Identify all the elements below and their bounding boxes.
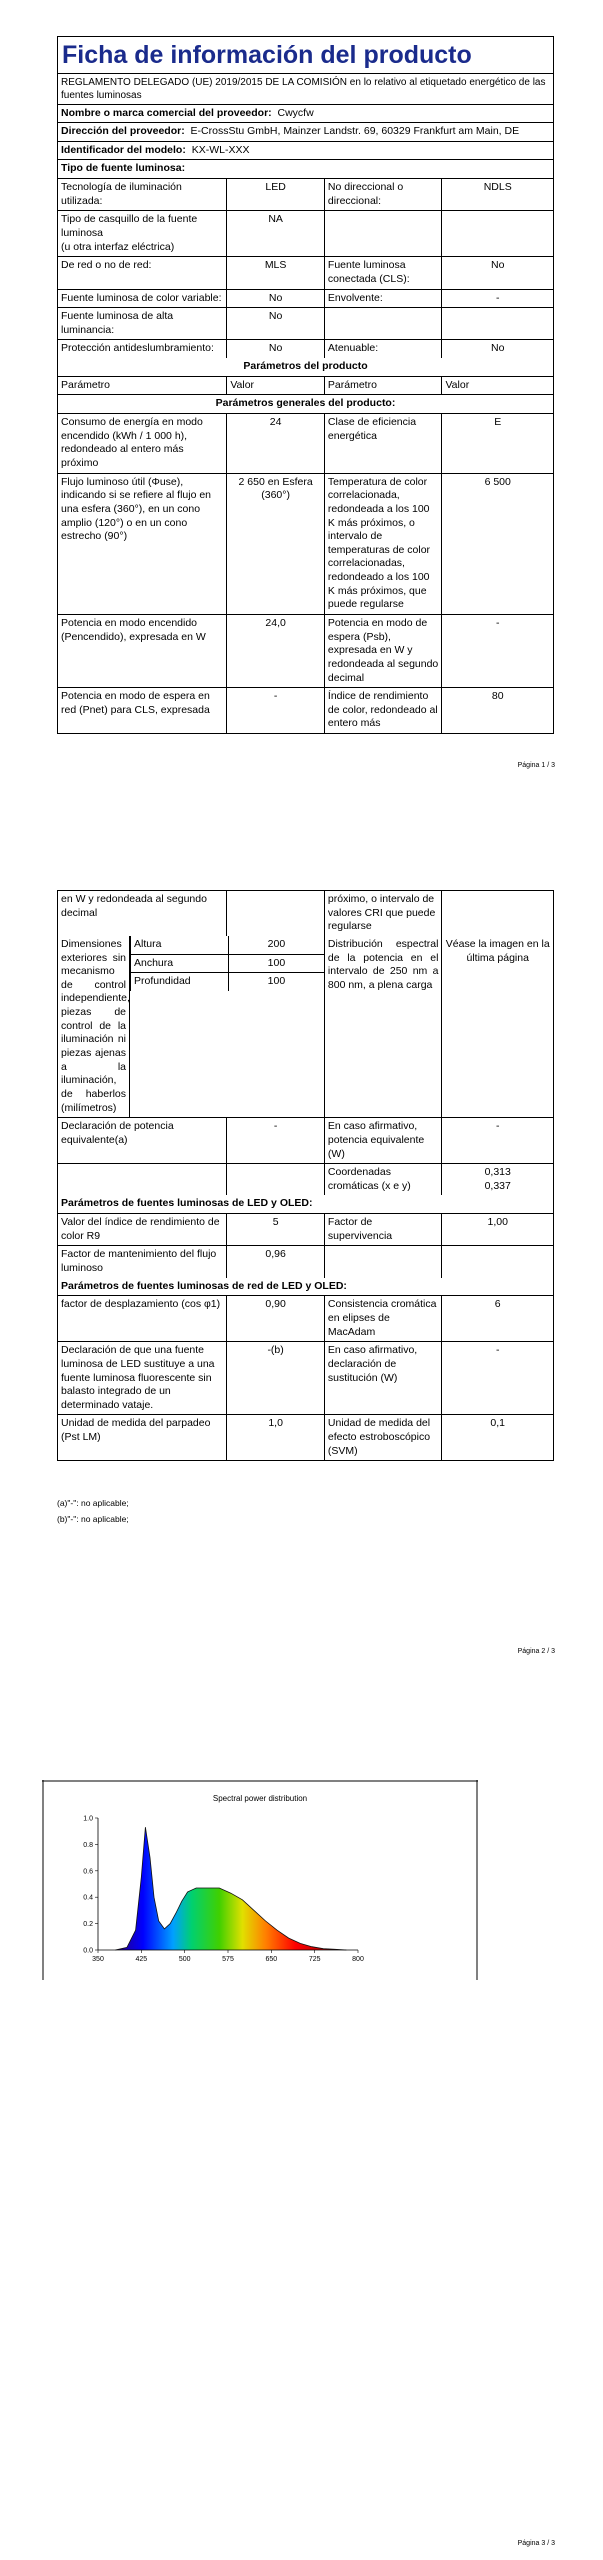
table-cell: Unidad de medida del efecto estroboscópico (SVM) <box>325 1415 443 1460</box>
x-tick-label: 350 <box>92 1956 104 1963</box>
table-row <box>58 1246 553 1277</box>
y-tick-label: 0.8 <box>83 1841 93 1849</box>
table-cell: Fuente luminosa de color variable: <box>58 290 227 308</box>
param-header-1: Parámetro <box>58 377 227 395</box>
supplier-name-label: Nombre o marca comercial del proveedor: <box>61 106 272 119</box>
y-tick-label: 0.6 <box>83 1868 93 1876</box>
table-cell: 0,96 <box>227 1246 325 1277</box>
table-cell: 0,90 <box>227 1296 325 1341</box>
spectral-chart <box>42 1780 478 1980</box>
table-cell: 5 <box>227 1214 325 1245</box>
table-cell: 1,0 <box>227 1415 325 1460</box>
table-cell <box>442 308 553 339</box>
table-cell: factor de desplazamiento (cos φ1) <box>58 1296 227 1341</box>
general-rows <box>58 414 553 733</box>
table-cell: En caso afirmativo, declaración de sustitución (W) <box>325 1342 443 1414</box>
table-cell: - <box>227 1118 325 1163</box>
param-header-row <box>58 377 553 396</box>
led-rows <box>58 1214 553 1278</box>
dimensions-row <box>58 936 553 1118</box>
dimension-row <box>130 936 324 955</box>
footnote-b: (b)"-": no aplicable; <box>57 1514 129 1524</box>
page-number-1: Página 1 / 3 <box>517 762 555 769</box>
x-tick-label: 425 <box>135 1956 148 1963</box>
table-cell: - <box>495 1344 500 1357</box>
y-tick-label: 0.0 <box>83 1947 93 1955</box>
dimension-label: Anchura <box>131 955 229 973</box>
table-cell: Potencia en modo de espera en red (Pnet) para CLS, expresada <box>58 688 227 733</box>
table-cell: Tipo de casquillo de la fuente luminosa (u otra interfaz eléctrica) <box>58 211 227 256</box>
model-row <box>58 142 553 160</box>
table-cell: Declaración de potencia equivalente(a) <box>58 1118 227 1163</box>
table-cell: No <box>491 342 505 355</box>
x-tick-label: 575 <box>222 1956 234 1963</box>
table-cell <box>325 211 443 256</box>
table-cell: Coordenadas cromáticas (x e y) <box>325 1164 443 1195</box>
table-row <box>58 290 553 309</box>
table-cell: en W y redondeada al segundo decimal <box>58 891 227 936</box>
table-cell: En caso afirmativo, potencia equivalente (W) <box>325 1118 443 1163</box>
table-cell: Unidad de medida del parpadeo (Pst LM) <box>58 1415 227 1460</box>
x-tick-label: 800 <box>352 1956 364 1963</box>
y-tick-label: 0.2 <box>83 1921 93 1929</box>
table-cell: 24 <box>227 414 325 473</box>
x-tick-label: 500 <box>178 1956 191 1963</box>
table-cell: Fuente luminosa de alta luminancia: <box>58 308 227 339</box>
y-tick-label: 1.0 <box>83 1815 93 1823</box>
table-cell: 2 650 en Esfera (360°) <box>227 474 325 614</box>
table-row <box>58 257 553 289</box>
table-cell <box>58 1164 227 1195</box>
table-cell <box>442 1246 553 1277</box>
table-cell: No <box>227 308 325 339</box>
table-cell: - <box>495 291 500 304</box>
table-cell: Flujo luminoso útil (Φuse), indicando si se refiere al flujo en una esfera (360°), en un cono amplio (120°) o en un cono estrecho (90°) <box>58 474 227 614</box>
chart-title: Spectral power distribution <box>212 1794 308 1803</box>
table-cell: 80 <box>491 690 504 703</box>
mains-title: Parámetros de fuentes luminosas de red de LED y OLED: <box>61 1279 347 1292</box>
table-row <box>58 179 553 211</box>
dimension-row <box>130 955 324 974</box>
model-label: Identificador del modelo: <box>61 143 186 156</box>
supplier-name: Cwycfw <box>277 106 314 119</box>
params-title: Parámetros del producto <box>243 360 368 373</box>
dimension-row <box>130 973 324 991</box>
table-cell: - <box>495 1120 500 1133</box>
table-cell: No <box>227 340 325 358</box>
table-row <box>58 1118 553 1164</box>
spectral-label: Distribución espectral de la potencia en el intervalo de 250 nm a 800 nm, a plena carga <box>325 936 443 1117</box>
page-3 <box>0 1780 603 2560</box>
source-type-label: Tipo de fuente luminosa: <box>61 162 186 175</box>
supplier-address-row <box>58 123 553 141</box>
table-row <box>58 308 553 340</box>
table-cell: No direccional o direccional: <box>325 179 443 210</box>
table-row <box>58 1415 553 1460</box>
dimensions-label: Dimensiones exteriores sin mecanismo de control independiente, piezas de control de la iluminación ni piezas ajenas a la iluminación, de haberlos (milímetros) <box>58 936 130 1117</box>
table-cell: Temperatura de color correlacionada, redondeada a los 100 K más próximos, o intervalo de temperaturas de color correlacionadas, redondeado a los 100 K más próximos, que puede regularse <box>325 474 443 614</box>
general-title: Parámetros generales del producto: <box>215 397 396 410</box>
table-cell: Valor del índice de rendimiento de color R9 <box>58 1214 227 1245</box>
table-row <box>58 1164 553 1195</box>
table-cell: 6 500 <box>484 475 511 488</box>
footnote-a: (a)"-": no aplicable; <box>57 1498 129 1508</box>
table-row <box>58 891 553 936</box>
continued-rows <box>58 891 553 936</box>
table-row <box>58 1214 553 1246</box>
page-2 <box>0 890 603 1690</box>
table-cell: 0,1 <box>490 1417 506 1430</box>
table-cell: 1,00 <box>487 1216 508 1229</box>
table-cell: 0,313 0,337 <box>484 1166 511 1192</box>
supplier-name-row <box>58 105 553 123</box>
dimension-label: Profundidad <box>131 973 229 991</box>
page-number-3: Página 3 / 3 <box>517 2540 555 2547</box>
y-tick-label: 0.4 <box>83 1894 93 1902</box>
table-cell <box>227 1164 325 1195</box>
table-row <box>58 474 553 615</box>
dimensions-cell <box>58 936 325 1117</box>
table-cell: Protección antideslumbramiento: <box>58 340 227 358</box>
dimension-label: Altura <box>131 936 229 954</box>
table-cell: De red o no de red: <box>58 257 227 288</box>
product-table-p1 <box>57 36 554 734</box>
table-cell: No <box>491 259 505 272</box>
table-row <box>58 1296 553 1342</box>
page-title: Ficha de información del producto <box>62 41 472 69</box>
table-cell: 24,0 <box>227 615 325 687</box>
product-table-p2 <box>57 890 554 1461</box>
param-header-2: Parámetro <box>325 377 443 395</box>
dimension-value: 100 <box>267 975 286 988</box>
spectrum-area <box>115 1827 346 1950</box>
table-cell: LED <box>227 179 325 210</box>
table-cell: Envolvente: <box>325 290 443 308</box>
table-cell: Consistencia cromática en elipses de MacAdam <box>325 1296 443 1341</box>
table-cell: Tecnología de iluminación utilizada: <box>58 179 227 210</box>
table-cell: - <box>495 617 500 629</box>
table-cell: - <box>227 688 325 733</box>
page-1 <box>0 0 603 780</box>
table-row <box>58 688 553 733</box>
x-tick-label: 650 <box>265 1956 278 1963</box>
supplier-address-label: Dirección del proveedor: <box>61 125 185 138</box>
table-cell: Consumo de energía en modo encendido (kWh / 1 000 h), redondeado al entero más próximo <box>58 414 227 473</box>
supplier-address: E-CrossStu GmbH, Mainzer Landstr. 69, 60329 Frankfurt am Main, DE <box>190 125 520 138</box>
dimension-value: 200 <box>267 937 286 950</box>
chart-plot-area <box>83 1816 364 1964</box>
table-cell: -(b) <box>227 1342 325 1414</box>
table-cell <box>325 308 443 339</box>
table-cell <box>227 891 325 936</box>
table-cell <box>442 211 553 256</box>
model-id: KX-WL-XXX <box>191 143 250 156</box>
mid-rows <box>58 1118 553 1195</box>
table-row <box>58 1342 553 1415</box>
spectral-value: Véase la imagen en la última página <box>445 937 550 964</box>
table-cell <box>325 1246 443 1277</box>
dimensions-table <box>130 936 324 1117</box>
table-row <box>58 615 553 688</box>
table-cell: 6 <box>494 1298 501 1311</box>
table-cell: próximo, o intervalo de valores CRI que puede regularse <box>325 891 443 936</box>
table-cell: NA <box>227 211 325 256</box>
led-title: Parámetros de fuentes luminosas de LED y OLED: <box>61 1197 313 1210</box>
source-type-rows <box>58 179 553 358</box>
table-cell: MLS <box>227 257 325 288</box>
table-cell: Índice de rendimiento de color, redondeado al entero más <box>325 688 443 733</box>
table-cell: Clase de eficiencia energética <box>325 414 443 473</box>
value-header-2: Valor <box>445 378 470 391</box>
table-cell: Potencia en modo de espera (Psb), expresada en W y redondeada al segundo decimal <box>325 615 443 687</box>
table-row <box>58 211 553 257</box>
table-cell <box>442 891 553 936</box>
table-cell: E <box>494 416 502 429</box>
table-cell: Potencia en modo encendido (Pencendido), expresada en W <box>58 615 227 687</box>
table-row <box>58 340 553 358</box>
x-tick-label: 725 <box>308 1956 321 1963</box>
table-cell: Factor de supervivencia <box>325 1214 443 1245</box>
dimension-value: 100 <box>267 956 286 969</box>
value-header-1: Valor <box>227 377 325 395</box>
page-number-2: Página 2 / 3 <box>517 1648 555 1655</box>
table-row <box>58 414 553 474</box>
table-cell: No <box>227 290 325 308</box>
table-cell: Declaración de que una fuente luminosa de LED sustituye a una fuente luminosa fluorescente sin balasto integrado de un determinado vataje. <box>58 1342 227 1414</box>
table-cell: Atenuable: <box>325 340 443 358</box>
mains-rows <box>58 1296 553 1460</box>
table-cell: NDLS <box>483 181 512 194</box>
table-cell: Factor de mantenimiento del flujo luminoso <box>58 1246 227 1277</box>
regulation-text: REGLAMENTO DELEGADO (UE) 2019/2015 DE LA COMISIÓN en lo relativo al etiquetado energético de las fuentes luminosas <box>61 76 546 101</box>
table-cell: Fuente luminosa conectada (CLS): <box>325 257 443 288</box>
